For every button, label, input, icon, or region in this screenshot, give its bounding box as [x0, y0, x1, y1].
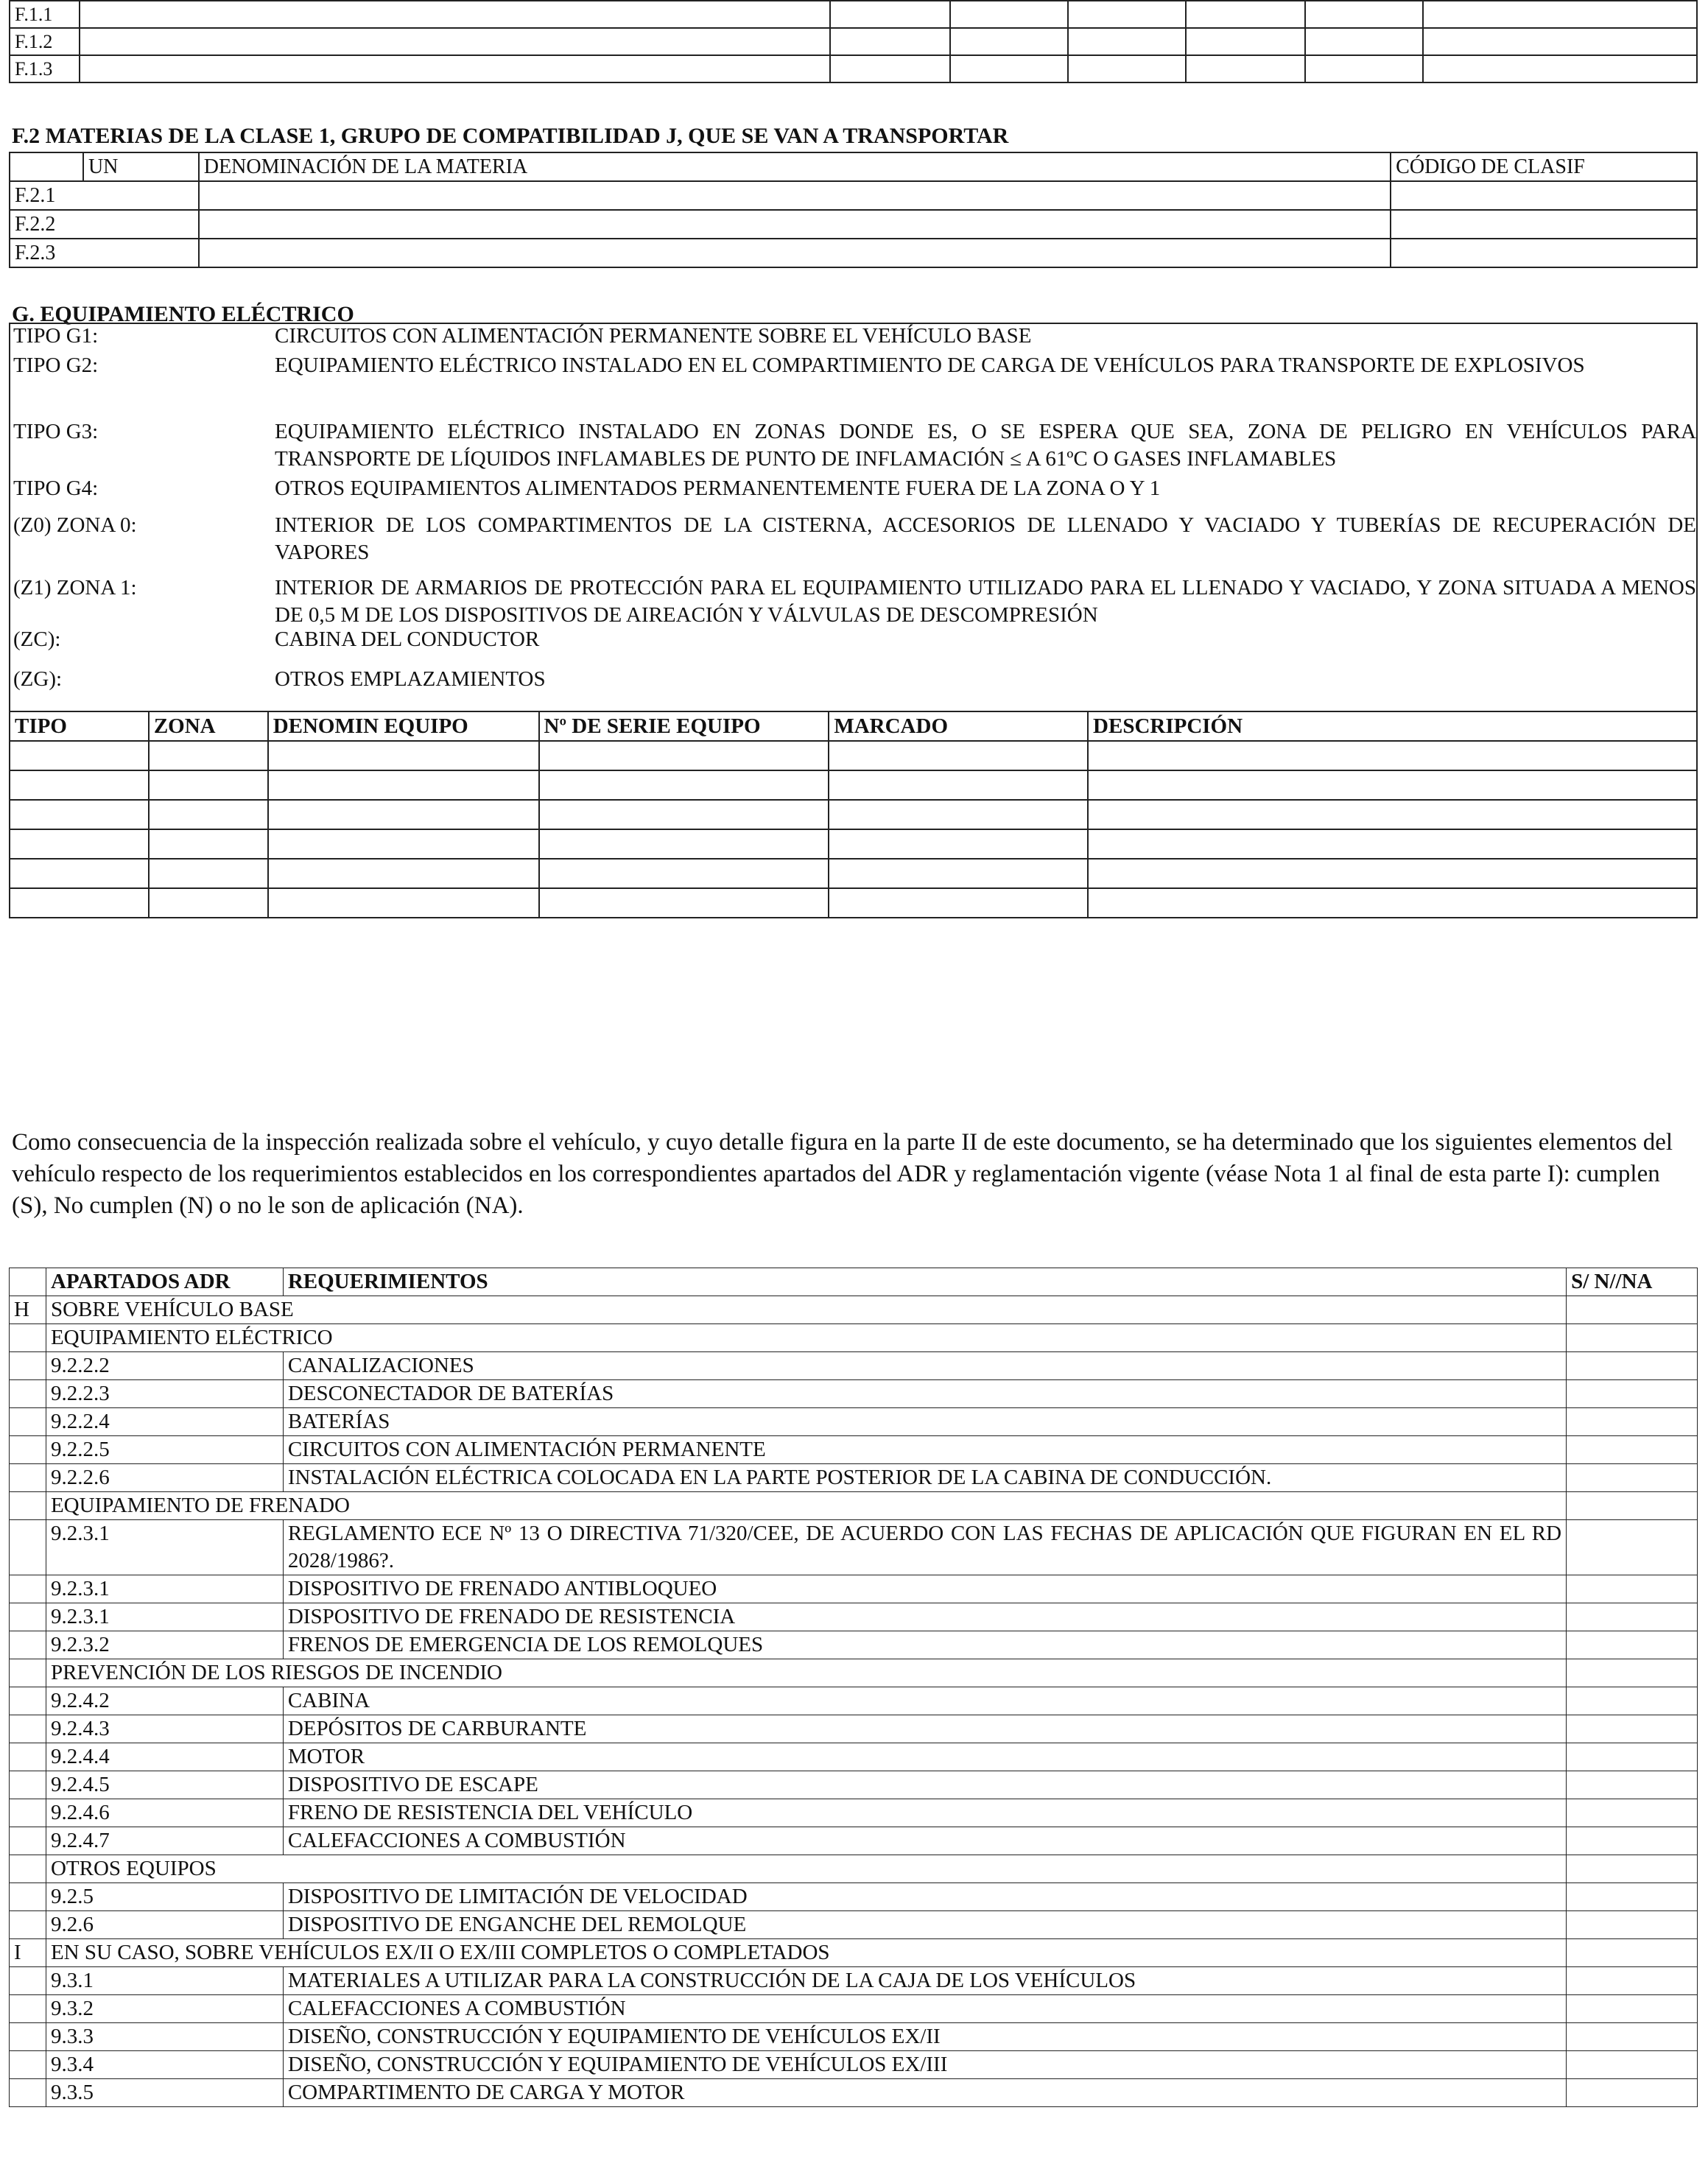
g-header-descripcion: DESCRIPCIÓN [1088, 711, 1697, 741]
h-apartado-code: 9.3.5 [46, 2079, 283, 2107]
h-mark-cell [10, 1855, 46, 1883]
h-header-result: S/ N//NA [1567, 1268, 1698, 1296]
g-equipment-cell[interactable] [10, 770, 149, 800]
h-mark-cell [10, 1408, 46, 1436]
h-mark-cell [10, 1324, 46, 1352]
h-apartado-code: 9.2.3.1 [46, 1575, 283, 1603]
g-definition-term: TIPO G4: [13, 477, 99, 500]
h-apartado-code: 9.2.4.4 [46, 1743, 283, 1771]
h-apartado-code: 9.3.3 [46, 2023, 283, 2051]
g-equipment-cell[interactable] [149, 800, 268, 829]
f2-header-blank [10, 152, 83, 181]
h-result-cell[interactable] [1567, 1911, 1698, 1939]
adr-requirements-table [9, 1268, 1698, 2107]
f2-row [10, 181, 1697, 210]
h-section-label: EN SU CASO, SOBRE VEHÍCULOS EX/II O EX/III COMPLETOS O COMPLETADOS [46, 1939, 1566, 1967]
f1-cell[interactable] [1305, 55, 1423, 82]
g-header-serie: Nº DE SERIE EQUIPO [539, 711, 829, 741]
g-definition-desc: CIRCUITOS CON ALIMENTACIÓN PERMANENTE SOBRE EL VEHÍCULO BASE [275, 324, 1032, 348]
h-mark-cell [10, 1436, 46, 1464]
f1-cell[interactable] [1305, 1, 1423, 28]
h-row [10, 1855, 1698, 1883]
h-result-cell[interactable] [1567, 1827, 1698, 1855]
g-equipment-row [10, 741, 1697, 770]
h-result-cell[interactable] [1567, 1380, 1698, 1408]
f1-cell[interactable] [1186, 1, 1306, 28]
g-equipment-cell[interactable] [268, 770, 539, 800]
h-row [10, 1603, 1698, 1631]
f1-cell[interactable] [80, 1, 830, 28]
g-equipment-cell[interactable] [829, 859, 1088, 888]
f2-un-cell[interactable] [83, 239, 199, 267]
h-requirement: DEPÓSITOS DE CARBURANTE [283, 1715, 1566, 1743]
g-definition-term: (Z1) ZONA 1: [13, 576, 137, 600]
h-result-cell[interactable] [1567, 2051, 1698, 2079]
f1-cell[interactable] [950, 28, 1068, 55]
h-requirement: COMPARTIMENTO DE CARGA Y MOTOR [283, 2079, 1566, 2107]
h-result-cell[interactable] [1567, 1631, 1698, 1659]
h-apartado-code: 9.2.4.5 [46, 1771, 283, 1799]
f1-cell[interactable] [1423, 28, 1697, 55]
f1-cell[interactable] [1423, 55, 1697, 82]
h-requirement: DISPOSITIVO DE FRENADO DE RESISTENCIA [283, 1603, 1566, 1631]
g-definition-desc: CABINA DEL CONDUCTOR [275, 628, 540, 651]
g-equipment-cell[interactable] [829, 741, 1088, 770]
f2-header-denominacion: DENOMINACIÓN DE LA MATERIA [199, 152, 1391, 181]
g-equipment-row [10, 859, 1697, 888]
h-result-cell[interactable] [1567, 1995, 1698, 2023]
g-equipment-table [9, 711, 1698, 918]
h-row [10, 1995, 1698, 2023]
f2-un-cell[interactable] [83, 210, 199, 239]
h-result-cell[interactable] [1567, 1855, 1698, 1883]
h-requirement: DISPOSITIVO DE ESCAPE [283, 1771, 1566, 1799]
h-apartado-code: 9.2.5 [46, 1883, 283, 1911]
f1-row-label: F.1.1 [10, 1, 80, 28]
g-header-zona: ZONA [149, 711, 268, 741]
h-result-cell[interactable] [1567, 1296, 1698, 1324]
g-equipment-cell[interactable] [539, 888, 829, 918]
h-apartado-code: 9.2.3.2 [46, 1631, 283, 1659]
h-requirement: BATERÍAS [283, 1408, 1566, 1436]
h-mark-cell [10, 1911, 46, 1939]
f1-cell[interactable] [950, 1, 1068, 28]
f2-row-label: F.2.3 [10, 239, 83, 267]
h-requirement: MOTOR [283, 1743, 1566, 1771]
h-apartado-code: 9.2.2.5 [46, 1436, 283, 1464]
g-equipment-cell[interactable] [268, 888, 539, 918]
h-apartado-code: 9.2.2.2 [46, 1352, 283, 1380]
g-equipment-cell[interactable] [1088, 800, 1697, 829]
f2-table [9, 152, 1698, 268]
g-equipment-cell[interactable] [1088, 859, 1697, 888]
f1-cell[interactable] [830, 1, 950, 28]
g-equipment-cell[interactable] [10, 741, 149, 770]
g-equipment-cell[interactable] [1088, 888, 1697, 918]
h-row [10, 1715, 1698, 1743]
f2-denominacion-cell[interactable] [199, 181, 1391, 210]
h-row [10, 2023, 1698, 2051]
h-requirement: FRENO DE RESISTENCIA DEL VEHÍCULO [283, 1799, 1566, 1827]
h-result-cell[interactable] [1567, 1436, 1698, 1464]
h-result-cell[interactable] [1567, 1715, 1698, 1743]
h-result-cell[interactable] [1567, 1771, 1698, 1799]
g-equipment-cell[interactable] [829, 770, 1088, 800]
h-row [10, 1352, 1698, 1380]
f1-row-label: F.1.3 [10, 55, 80, 82]
h-requirement: CALEFACCIONES A COMBUSTIÓN [283, 1995, 1566, 2023]
h-result-cell[interactable] [1567, 1408, 1698, 1436]
h-row [10, 1771, 1698, 1799]
h-mark-cell [10, 1352, 46, 1380]
g-equipment-cell[interactable] [539, 741, 829, 770]
h-apartado-code: 9.2.2.3 [46, 1380, 283, 1408]
f2-row [10, 239, 1697, 267]
f2-codigo-cell[interactable] [1391, 239, 1697, 267]
f2-un-cell[interactable] [83, 181, 199, 210]
f1-cell[interactable] [1186, 28, 1306, 55]
h-mark-cell [10, 1603, 46, 1631]
f2-header-un: UN [83, 152, 199, 181]
f2-heading: F.2 MATERIAS DE LA CLASE 1, GRUPO DE COMPATIBILIDAD J, QUE SE VAN A TRANSPORTAR [12, 124, 1009, 148]
h-section-label: EQUIPAMIENTO ELÉCTRICO [46, 1324, 1566, 1352]
h-row [10, 1324, 1698, 1352]
g-equipment-cell[interactable] [149, 770, 268, 800]
f1-cell[interactable] [1186, 55, 1306, 82]
g-equipment-cell[interactable] [829, 829, 1088, 859]
h-row [10, 1631, 1698, 1659]
h-row [10, 1883, 1698, 1911]
h-row [10, 1492, 1698, 1520]
g-definition-desc: EQUIPAMIENTO ELÉCTRICO INSTALADO EN ZONAS DONDE ES, O SE ESPERA QUE SEA, ZONA DE PELIGRO EN VEHÍCULOS PARA TRANSPORTE DE LÍQUIDOS INFLAMABLES DE PUNTO DE INFLAMACIÓN ≤ A 61ºC O GASES INFLAMABLES [275, 420, 1696, 471]
g-equipment-cell[interactable] [10, 859, 149, 888]
h-result-cell[interactable] [1567, 1520, 1698, 1575]
h-result-cell[interactable] [1567, 1324, 1698, 1352]
h-result-cell[interactable] [1567, 2023, 1698, 2051]
h-mark-cell [10, 1464, 46, 1492]
h-mark-cell [10, 2023, 46, 2051]
h-result-cell[interactable] [1567, 1492, 1698, 1520]
g-equipment-cell[interactable] [268, 741, 539, 770]
h-result-cell[interactable] [1567, 1967, 1698, 1995]
h-section-label: PREVENCIÓN DE LOS RIESGOS DE INCENDIO [46, 1659, 1566, 1687]
h-apartado-code: 9.2.4.3 [46, 1715, 283, 1743]
g-equipment-row [10, 800, 1697, 829]
f2-codigo-cell[interactable] [1391, 181, 1697, 210]
h-row [10, 1464, 1698, 1492]
f1-row-label: F.1.2 [10, 28, 80, 55]
h-apartado-code: 9.2.3.1 [46, 1520, 283, 1575]
h-requirement: CALEFACCIONES A COMBUSTIÓN [283, 1827, 1566, 1855]
h-header-blank [10, 1268, 46, 1296]
h-requirement: CABINA [283, 1687, 1566, 1715]
g-equipment-row [10, 888, 1697, 918]
f1-table [9, 0, 1698, 83]
g-definition-desc: EQUIPAMIENTO ELÉCTRICO INSTALADO EN EL COMPARTIMIENTO DE CARGA DE VEHÍCULOS PARA TRANSPORTE DE EXPLOSIVOS [275, 354, 1585, 377]
g-heading: G. EQUIPAMIENTO ELÉCTRICO [12, 302, 354, 326]
g-definition-term: (ZG): [13, 667, 63, 691]
h-mark-cell: H [10, 1296, 46, 1324]
h-requirement: CANALIZACIONES [283, 1352, 1566, 1380]
h-requirement: DISPOSITIVO DE LIMITACIÓN DE VELOCIDAD [283, 1883, 1566, 1911]
h-mark-cell [10, 1380, 46, 1408]
g-definition-desc: OTROS EMPLAZAMIENTOS [275, 667, 546, 691]
h-row [10, 1939, 1698, 1967]
f2-header-codigo: CÓDIGO DE CLASIF [1391, 152, 1697, 181]
h-requirement: DISEÑO, CONSTRUCCIÓN Y EQUIPAMIENTO DE VEHÍCULOS EX/II [283, 2023, 1566, 2051]
h-section-label: SOBRE VEHÍCULO BASE [46, 1296, 1566, 1324]
g-equipment-cell[interactable] [539, 829, 829, 859]
f1-cell[interactable] [1305, 28, 1423, 55]
h-header-apartados: APARTADOS ADR [46, 1268, 283, 1296]
h-row [10, 1520, 1698, 1575]
h-apartado-code: 9.3.1 [46, 1967, 283, 1995]
g-equipment-cell[interactable] [829, 800, 1088, 829]
h-result-cell[interactable] [1567, 2079, 1698, 2107]
h-row [10, 1799, 1698, 1827]
g-definition-desc: OTROS EQUIPAMIENTOS ALIMENTADOS PERMANENTEMENTE FUERA DE LA ZONA O Y 1 [275, 477, 1161, 500]
g-equipment-cell[interactable] [1088, 741, 1697, 770]
g-equipment-cell[interactable] [268, 859, 539, 888]
h-mark-cell [10, 1771, 46, 1799]
h-apartado-code: 9.3.4 [46, 2051, 283, 2079]
h-requirement: MATERIALES A UTILIZAR PARA LA CONSTRUCCIÓN DE LA CAJA DE LOS VEHÍCULOS [283, 1967, 1566, 1995]
h-apartado-code: 9.2.2.6 [46, 1464, 283, 1492]
h-row [10, 1380, 1698, 1408]
h-apartado-code: 9.2.4.6 [46, 1799, 283, 1827]
g-definition-term: TIPO G1: [13, 324, 99, 348]
g-equipment-cell[interactable] [149, 829, 268, 859]
g-definition-term: TIPO G2: [13, 354, 99, 377]
g-equipment-cell[interactable] [149, 741, 268, 770]
h-row [10, 1743, 1698, 1771]
f2-row-label: F.2.2 [10, 210, 83, 239]
g-equipment-row [10, 829, 1697, 859]
h-row [10, 1296, 1698, 1324]
h-row [10, 1408, 1698, 1436]
h-row [10, 1436, 1698, 1464]
intro-paragraph: Como consecuencia de la inspección realizada sobre el vehículo, y cuyo detalle figura en la parte II de este documento, se ha determinado que los siguientes elementos del vehículo respecto de los requerimientos establecidos en los correspondientes apartados del ADR y reglamentación vigente (véase Nota 1 al final de esta parte I): cumplen (S), No cumplen (N) o no le son de aplicación (NA). [12, 1129, 1673, 1219]
h-row [10, 1575, 1698, 1603]
h-requirement: FRENOS DE EMERGENCIA DE LOS REMOLQUES [283, 1631, 1566, 1659]
f1-cell[interactable] [80, 28, 830, 55]
f1-cell[interactable] [950, 55, 1068, 82]
h-mark-cell [10, 1995, 46, 2023]
h-section-label: OTROS EQUIPOS [46, 1855, 1566, 1883]
g-equipment-row [10, 770, 1697, 800]
g-equipment-cell[interactable] [1088, 829, 1697, 859]
f1-cell[interactable] [1068, 1, 1186, 28]
h-mark-cell [10, 1492, 46, 1520]
g-header-marcado: MARCADO [829, 711, 1088, 741]
h-mark-cell [10, 2051, 46, 2079]
g-definition-term: (ZC): [13, 628, 61, 651]
h-requirement: DISPOSITIVO DE ENGANCHE DEL REMOLQUE [283, 1911, 1566, 1939]
h-mark-cell [10, 1827, 46, 1855]
g-equipment-cell[interactable] [149, 859, 268, 888]
f2-codigo-cell[interactable] [1391, 210, 1697, 239]
h-row [10, 1827, 1698, 1855]
g-equipment-cell[interactable] [268, 800, 539, 829]
f1-cell[interactable] [830, 28, 950, 55]
h-result-cell[interactable] [1567, 1464, 1698, 1492]
h-mark-cell: I [10, 1939, 46, 1967]
g-equipment-cell[interactable] [10, 829, 149, 859]
h-mark-cell [10, 1715, 46, 1743]
f1-row [10, 55, 1697, 82]
g-equipment-cell[interactable] [149, 888, 268, 918]
h-row [10, 1687, 1698, 1715]
h-apartado-code: 9.2.6 [46, 1911, 283, 1939]
h-result-cell[interactable] [1567, 1939, 1698, 1967]
f1-cell[interactable] [1068, 55, 1186, 82]
f2-row-label: F.2.1 [10, 181, 83, 210]
h-mark-cell [10, 1883, 46, 1911]
g-equipment-cell[interactable] [539, 859, 829, 888]
h-requirement: INSTALACIÓN ELÉCTRICA COLOCADA EN LA PARTE POSTERIOR DE LA CABINA DE CONDUCCIÓN. [283, 1464, 1566, 1492]
g-header-tipo: TIPO [10, 711, 149, 741]
h-row [10, 1911, 1698, 1939]
h-result-cell[interactable] [1567, 1687, 1698, 1715]
h-row [10, 1659, 1698, 1687]
h-result-cell[interactable] [1567, 1603, 1698, 1631]
g-equipment-cell[interactable] [10, 800, 149, 829]
h-requirement: DISEÑO, CONSTRUCCIÓN Y EQUIPAMIENTO DE VEHÍCULOS EX/III [283, 2051, 1566, 2079]
g-equipment-cell[interactable] [268, 829, 539, 859]
h-mark-cell [10, 1967, 46, 1995]
g-equipment-cell[interactable] [829, 888, 1088, 918]
h-requirement: DESCONECTADOR DE BATERÍAS [283, 1380, 1566, 1408]
h-result-cell[interactable] [1567, 1799, 1698, 1827]
f2-row [10, 210, 1697, 239]
h-apartado-code: 9.2.2.4 [46, 1408, 283, 1436]
h-result-cell[interactable] [1567, 1743, 1698, 1771]
h-apartado-code: 9.2.4.2 [46, 1687, 283, 1715]
g-equipment-cell[interactable] [539, 770, 829, 800]
h-mark-cell [10, 1659, 46, 1687]
f1-row [10, 1, 1697, 28]
f1-row [10, 28, 1697, 55]
h-requirement: CIRCUITOS CON ALIMENTACIÓN PERMANENTE [283, 1436, 1566, 1464]
g-equipment-cell[interactable] [10, 888, 149, 918]
f1-cell[interactable] [1068, 28, 1186, 55]
h-result-cell[interactable] [1567, 1659, 1698, 1687]
h-requirement: DISPOSITIVO DE FRENADO ANTIBLOQUEO [283, 1575, 1566, 1603]
h-mark-cell [10, 1687, 46, 1715]
h-mark-cell [10, 1743, 46, 1771]
g-definition-desc: INTERIOR DE ARMARIOS DE PROTECCIÓN PARA EL EQUIPAMIENTO UTILIZADO PARA EL LLENADO Y VACIADO, Y ZONA SITUADA A MENOS DE 0,5 M DE LOS DISPOSITIVOS DE AIREACIÓN Y VÁLVULAS DE DESCOMPRESIÓN [275, 576, 1696, 627]
h-row [10, 2051, 1698, 2079]
h-result-cell[interactable] [1567, 1883, 1698, 1911]
g-equipment-cell[interactable] [539, 800, 829, 829]
h-row [10, 1967, 1698, 1995]
g-definition-term: (Z0) ZONA 0: [13, 513, 137, 537]
h-mark-cell [10, 1520, 46, 1575]
h-requirement: REGLAMENTO ECE Nº 13 O DIRECTIVA 71/320/CEE, DE ACUERDO CON LAS FECHAS DE APLICACIÓN QUE FIGURAN EN EL RD 2028/1986?. [283, 1520, 1566, 1575]
f2-denominacion-cell[interactable] [199, 239, 1391, 267]
g-definition-term: TIPO G3: [13, 420, 99, 443]
h-mark-cell [10, 1799, 46, 1827]
h-apartado-code: 9.2.4.7 [46, 1827, 283, 1855]
f1-cell[interactable] [830, 55, 950, 82]
h-mark-cell [10, 1575, 46, 1603]
h-apartado-code: 9.3.2 [46, 1995, 283, 2023]
h-row [10, 2079, 1698, 2107]
h-result-cell[interactable] [1567, 1575, 1698, 1603]
h-section-label: EQUIPAMIENTO DE FRENADO [46, 1492, 1566, 1520]
h-apartado-code: 9.2.3.1 [46, 1603, 283, 1631]
f2-denominacion-cell[interactable] [199, 210, 1391, 239]
g-equipment-cell[interactable] [1088, 770, 1697, 800]
h-header-requerimientos: REQUERIMIENTOS [283, 1268, 1566, 1296]
f1-cell[interactable] [80, 55, 830, 82]
h-mark-cell [10, 1631, 46, 1659]
h-result-cell[interactable] [1567, 1352, 1698, 1380]
f1-cell[interactable] [1423, 1, 1697, 28]
g-header-denomin: DENOMIN EQUIPO [268, 711, 539, 741]
g-definition-desc: INTERIOR DE LOS COMPARTIMENTOS DE LA CISTERNA, ACCESORIOS DE LLENADO Y VACIADO Y TUBERÍAS DE RECUPERACIÓN DE VAPORES [275, 513, 1696, 564]
h-mark-cell [10, 2079, 46, 2107]
